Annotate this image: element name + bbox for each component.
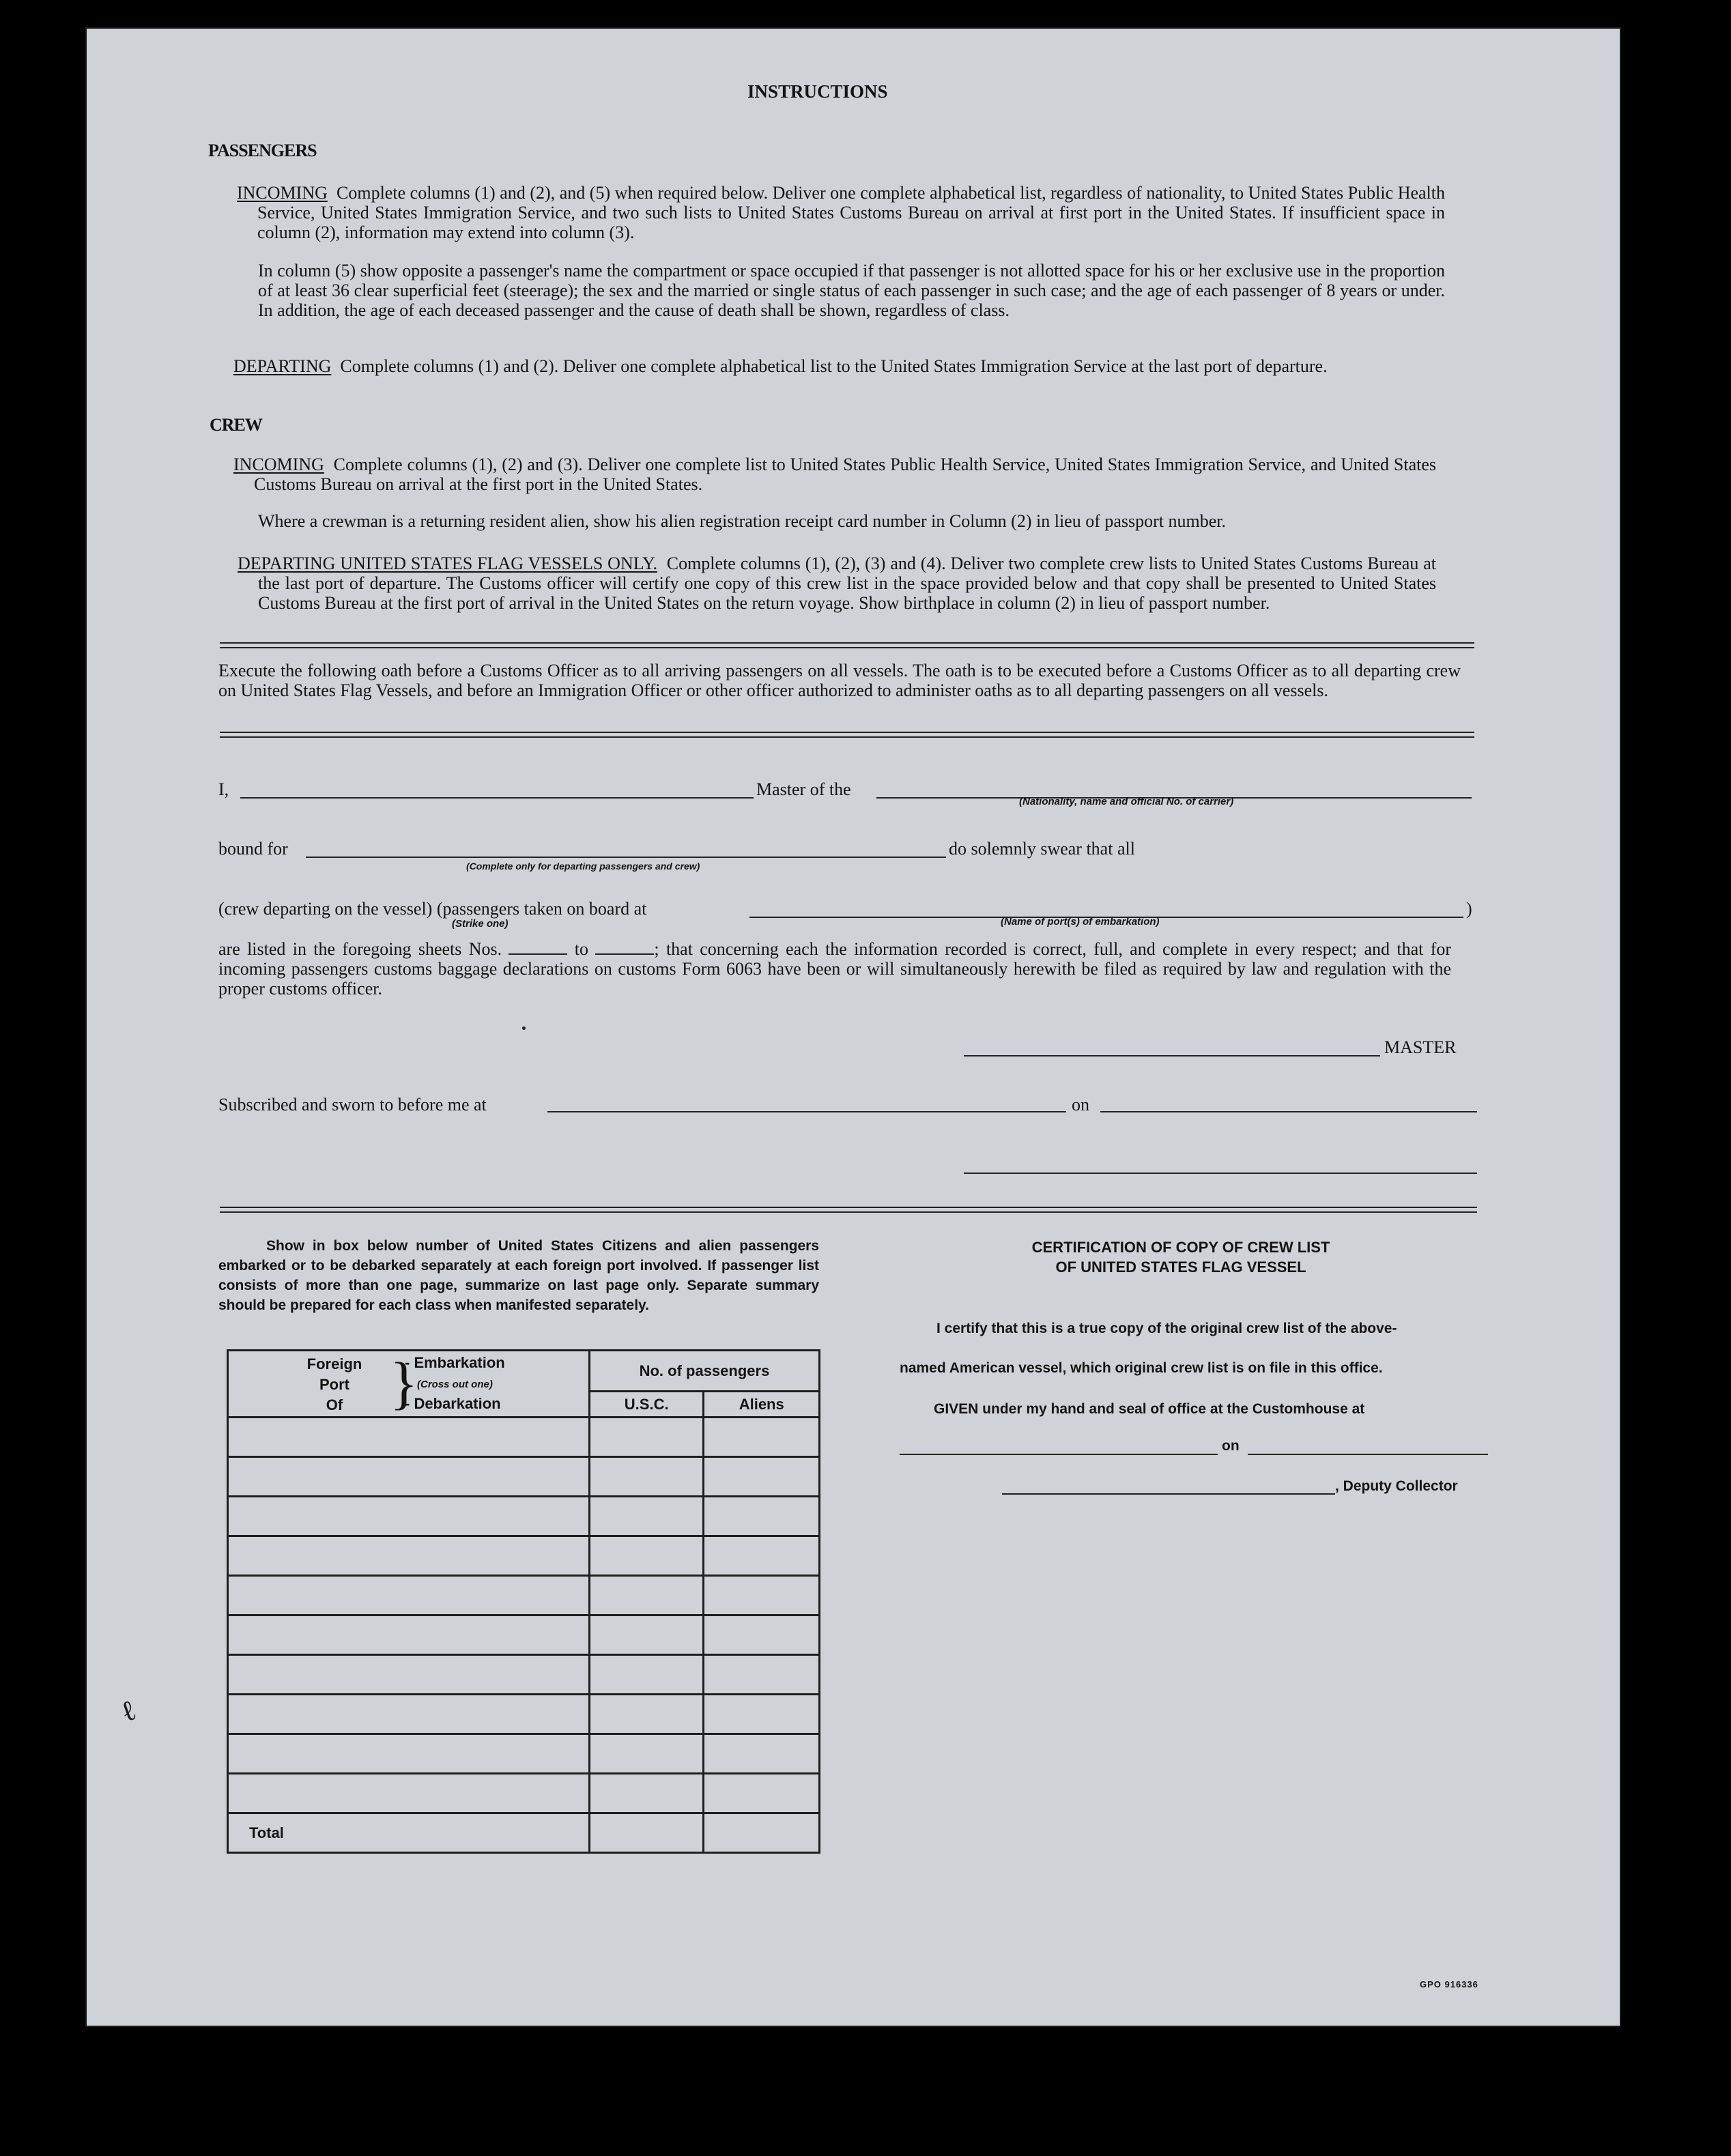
listed-paragraph (218, 939, 1451, 998)
table-row (228, 1615, 820, 1655)
table-row (228, 1457, 820, 1497)
deputy-collector-label: , Deputy Collector (1335, 1478, 1458, 1494)
sworn-on-label: on (1072, 1095, 1089, 1115)
port-cell[interactable] (228, 1615, 590, 1655)
port-cell[interactable] (228, 1457, 590, 1497)
listed-prefix: are listed in the foregoing sheets Nos. (218, 939, 502, 959)
usc-cell[interactable] (589, 1655, 704, 1695)
usc-cell[interactable] (589, 1695, 704, 1734)
certification-line3: GIVEN under my hand and seal of office at the Customhouse at (934, 1401, 1365, 1417)
usc-cell[interactable] (589, 1418, 704, 1457)
close-paren: ) (1466, 899, 1472, 919)
table-row (228, 1774, 820, 1813)
passengers-heading: PASSENGERS (208, 141, 317, 160)
port-caption: (Name of port(s) of embarkation) (1001, 916, 1160, 928)
bound-for-label: bound for (218, 839, 288, 859)
port-cell[interactable] (228, 1695, 590, 1734)
certification-line2: named American vessel, which original crew list is on file in this office. (900, 1360, 1383, 1376)
sworn-date-field[interactable] (1100, 1111, 1477, 1112)
deputy-signature-field[interactable] (1002, 1493, 1335, 1495)
customhouse-field[interactable] (900, 1454, 1218, 1455)
total-label: Total (228, 1813, 590, 1853)
debarkation-label: - Debarkation (405, 1395, 501, 1412)
officer-signature-field[interactable] (964, 1173, 1477, 1174)
foreign-label: Foreign (306, 1355, 362, 1372)
table-row (228, 1497, 820, 1536)
usc-cell[interactable] (589, 1774, 704, 1813)
total-row (228, 1813, 820, 1853)
master-signature-field[interactable] (964, 1055, 1380, 1057)
usc-header: U.S.C. (589, 1392, 704, 1418)
crew-passengers-label: (crew departing on the vessel) (passengers taken on board at (218, 899, 647, 919)
passengers-departing-paragraph (233, 356, 1445, 376)
table-row (228, 1576, 820, 1615)
foreign-port-of (304, 1354, 365, 1415)
swear-label: do solemnly swear that all (949, 839, 1135, 859)
passengers-incoming-label: INCOMING (237, 183, 328, 203)
aliens-header: Aliens (704, 1392, 820, 1418)
of-label: Of (326, 1396, 343, 1413)
strike-caption: (Strike one) (452, 918, 509, 930)
table-row (228, 1418, 820, 1457)
usc-cell[interactable] (589, 1536, 704, 1576)
crew-departing-text: Complete columns (1), (2), (3) and (4). Deliver two complete crew lists to United States Customs Bureau at the last port of departure. The Customs officer will certify one copy of this crew list in the space provided below and that copy shall be presented to United States Customs Bureau at the first port of arrival in the United States on the return voyage. Show birthplace in column (2) in lieu of passport number. (258, 554, 1437, 613)
aliens-cell[interactable] (704, 1655, 820, 1695)
port-cell[interactable] (228, 1497, 590, 1536)
divider (220, 642, 1474, 648)
certification-on-label: on (1222, 1438, 1240, 1454)
carrier-caption: (Nationality, name and official No. of carrier) (1019, 796, 1234, 807)
divider (220, 1207, 1477, 1213)
passengers-departing-text: Complete columns (1) and (2). Deliver one complete alphabetical list to the United States Immigration Service at the last port of departure. (340, 356, 1328, 376)
passengers-departing-label: DEPARTING (233, 356, 332, 376)
crew-resident-text: Where a crewman is a returning resident alien, show his alien registration receipt card number in Column (2) in lieu of passport number. (258, 511, 1227, 531)
listed-text: ; that concerning each the information recorded is correct, full, and complete in every respect; and that for incoming passengers customs baggage declarations on customs Form 6063 have been or will simultaneously herewith be filed as required by law and regulation with the proper customs officer. (218, 939, 1452, 998)
passenger-summary-table (227, 1349, 820, 1854)
crew-departing-label: DEPARTING UNITED STATES FLAG VESSELS ONLY. (238, 554, 657, 573)
port-header-cell (228, 1351, 590, 1418)
stray-mark (522, 1026, 526, 1030)
master-label: MASTER (1384, 1037, 1457, 1057)
port-cell[interactable] (228, 1734, 590, 1774)
to-label: to (574, 939, 589, 959)
embarkation-label: - Embarkation (405, 1354, 505, 1371)
bound-for-caption: (Complete only for departing passengers and crew) (466, 861, 700, 872)
table-row (228, 1536, 820, 1576)
page-title: INSTRUCTIONS (747, 81, 888, 102)
passengers-incoming-text: Complete columns (1) and (2), and (5) when required below. Deliver one complete alphabetical list, regardless of nationality, to United States Public Health Service, United States Immigration Service, and two such lists to United States Customs Bureau on arrival at first port in the United States. If insufficient space in column (2), information may extend into column (3). (257, 183, 1445, 242)
table-row (228, 1695, 820, 1734)
divider (220, 732, 1474, 738)
aliens-cell[interactable] (704, 1418, 820, 1457)
crew-departing-paragraph (238, 554, 1436, 613)
aliens-cell[interactable] (704, 1576, 820, 1615)
usc-cell[interactable] (589, 1497, 704, 1536)
port-cell[interactable] (228, 1774, 590, 1813)
usc-total-cell[interactable] (589, 1813, 704, 1853)
table-row (228, 1734, 820, 1774)
port-cell[interactable] (228, 1418, 590, 1457)
certification-line1: I certify that this is a true copy of the original crew list of the above- (936, 1321, 1397, 1336)
aliens-cell[interactable] (704, 1774, 820, 1813)
certification-heading-line2: OF UNITED STATES FLAG VESSEL (1055, 1259, 1306, 1276)
summary-instruction: Show in box below number of United States Citizens and alien passengers embarked or to be debarked separately at each foreign port involved. If passenger list consists of more than one page, summarize on last page only. Separate summary should be prepared for each class when manifested separately. (218, 1238, 819, 1313)
sheet-from-field[interactable] (509, 940, 567, 955)
aliens-cell[interactable] (704, 1497, 820, 1536)
aliens-cell[interactable] (704, 1695, 820, 1734)
crew-incoming-text: Complete columns (1), (2) and (3). Deliver one complete list to United States Public Health Service, United States Immigration Service, and United States Customs Bureau on arrival at the first port in the United States. (254, 455, 1436, 494)
bound-for-field[interactable] (306, 857, 946, 858)
crew-heading: CREW (210, 415, 262, 435)
usc-cell[interactable] (589, 1615, 704, 1655)
crew-incoming-label: INCOMING (233, 455, 324, 474)
cross-out-label: (Cross out one) (417, 1379, 493, 1390)
port-cell[interactable] (228, 1655, 590, 1695)
table-row (228, 1655, 820, 1695)
master-name-field[interactable] (240, 797, 754, 799)
passengers-column5-paragraph: In column (5) show opposite a passenger's name the compartment or space occupied if that passenger is not allotted space for his or her exclusive use in the proportion of at least 36 clear superficial feet (steerage); the sex and the married or single status of each passenger in such case; and the age of each passenger of 8 years or under. In addition, the age of each deceased passenger and the cause of death shall be shown, regardless of class. (258, 261, 1445, 320)
port-cell[interactable] (228, 1576, 590, 1615)
certification-date-field[interactable] (1248, 1454, 1488, 1455)
usc-cell[interactable] (589, 1457, 704, 1497)
certification-heading (901, 1237, 1461, 1277)
sworn-place-field[interactable] (547, 1111, 1066, 1112)
usc-cell[interactable] (589, 1734, 704, 1774)
sheet-to-field[interactable] (595, 940, 654, 955)
port-label: Port (319, 1376, 349, 1393)
oath-instruction: Execute the following oath before a Customs Officer as to all arriving passengers on all vessels. The oath is to be executed before a Customs Officer as to all departing crew on United States Flag Vessels, and before an Immigration Officer or other officer authorized to administer oaths as to all departing passengers on all vessels. (218, 661, 1461, 700)
passengers-incoming-paragraph (237, 183, 1445, 242)
aliens-cell[interactable] (704, 1536, 820, 1576)
aliens-total-cell[interactable] (704, 1813, 820, 1853)
usc-cell[interactable] (589, 1576, 704, 1615)
oath-i-label: I, (218, 779, 229, 799)
brace-icon: } (390, 1350, 418, 1415)
subscribed-label: Subscribed and sworn to before me at (218, 1095, 487, 1115)
aliens-cell[interactable] (704, 1457, 820, 1497)
no-passengers-header: No. of passengers (589, 1351, 819, 1392)
port-cell[interactable] (228, 1536, 590, 1576)
crew-incoming-paragraph (233, 455, 1436, 494)
footer-code: GPO 916336 (1420, 1979, 1478, 1989)
table-header-row (228, 1351, 820, 1392)
pencil-mark-icon: ℓ (116, 1693, 141, 1729)
master-of-label: Master of the (756, 779, 851, 799)
aliens-cell[interactable] (704, 1734, 820, 1774)
certification-heading-line1: CERTIFICATION OF COPY OF CREW LIST (1031, 1239, 1330, 1256)
aliens-cell[interactable] (704, 1615, 820, 1655)
